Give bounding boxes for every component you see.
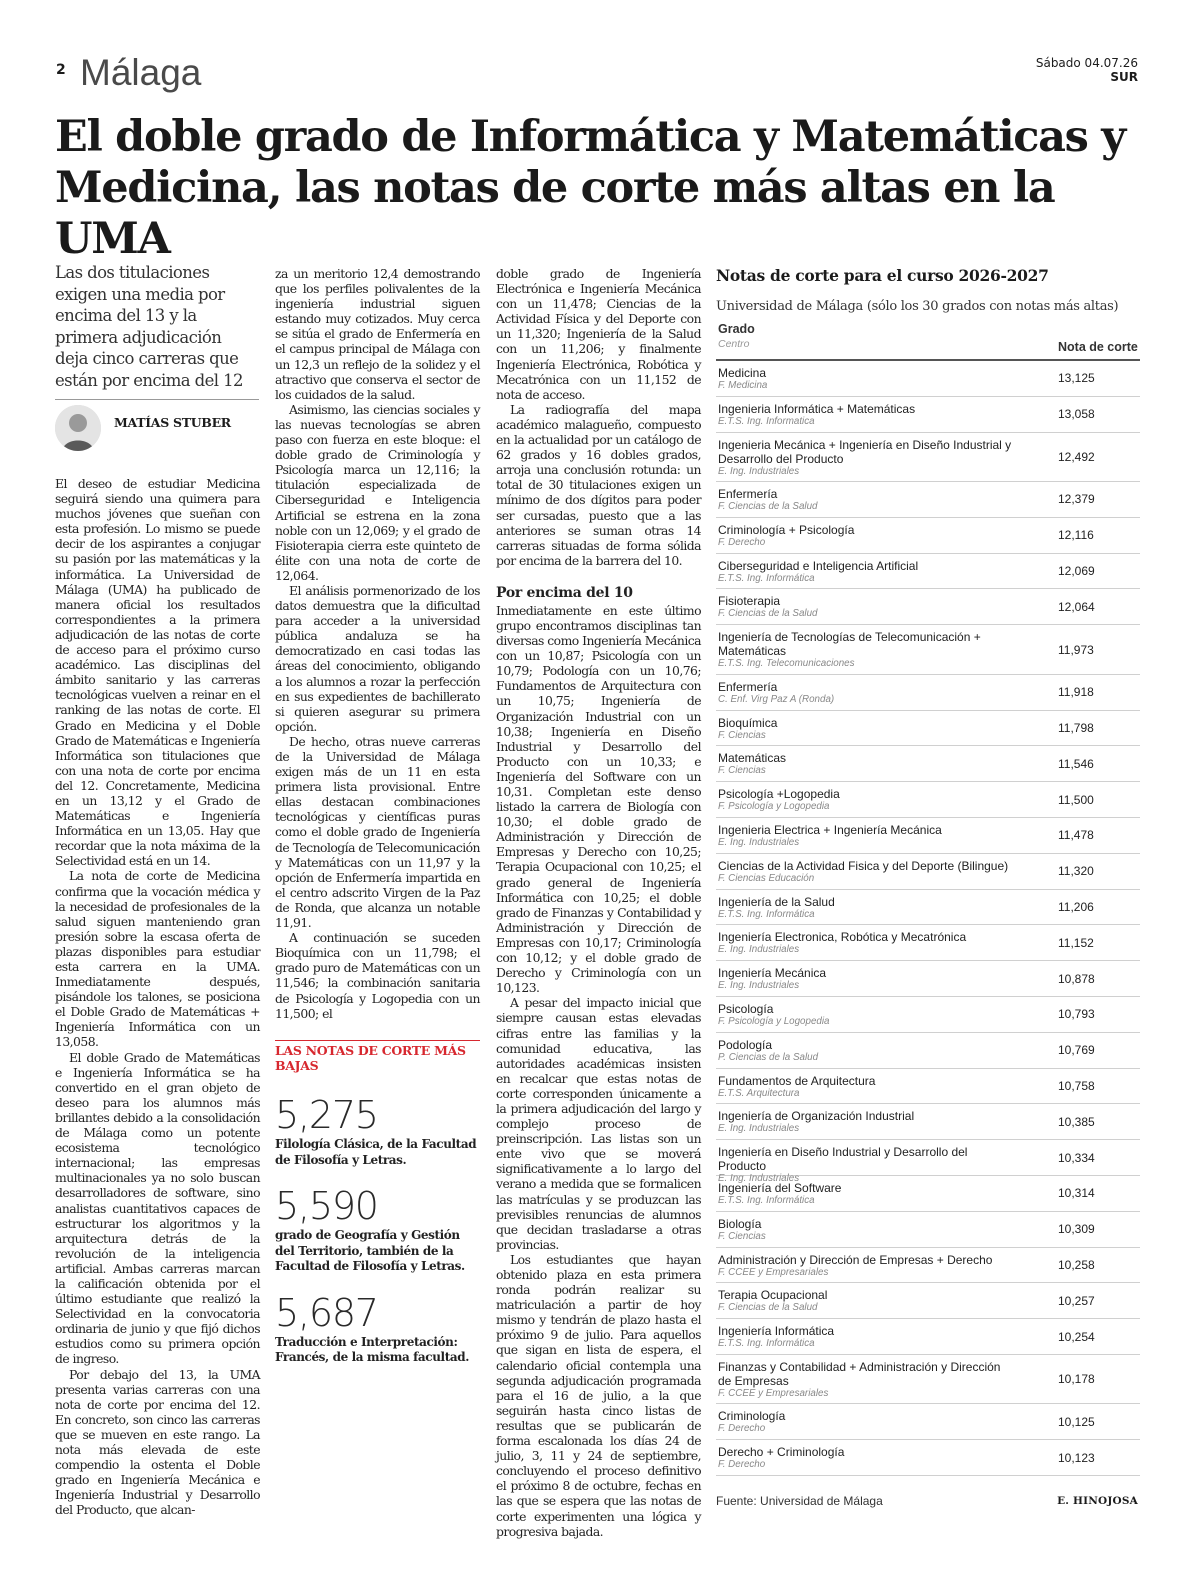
- issue-date: Sábado 04.07.26: [1035, 56, 1138, 70]
- table-body: [716, 361, 1140, 1476]
- cutoff-score: 12,116: [1058, 528, 1094, 543]
- cutoff-score: 10,309: [1058, 1222, 1095, 1237]
- lowest-item: [275, 1184, 480, 1275]
- article-column-2: [275, 266, 480, 1021]
- paragraph: za un meritorio 12,4 demostrando que los perfiles polivalentes de la ingeniería industrial siguen estando muy cotizados. Muy cerca se sitúa el grado de Enfermería en el campus principal de Málaga con un 12,3 un reflejo de la solidez y el atractivo que conserva el sector de los cuidados de la salud.: [275, 266, 480, 402]
- table-row: [716, 1140, 1140, 1185]
- graphic-credit: E. HINOJOSA: [1057, 1495, 1138, 1507]
- degree-cell: [718, 895, 1014, 920]
- center-name: F. Derecho: [718, 1459, 766, 1471]
- cutoff-score: 10,125: [1058, 1414, 1095, 1429]
- degree-name: Ingeniería de Tecnologías de Telecomunicación + Matemáticas: [718, 630, 981, 659]
- center-name: E. Ing. Industriales: [718, 980, 800, 992]
- lowest-description: Filología Clásica, de la Facultad de Filosofía y Letras.: [275, 1137, 477, 1167]
- degree-cell: [718, 751, 1014, 776]
- column-header-nota: Nota de corte: [1058, 340, 1138, 354]
- cutoff-score: 10,254: [1058, 1329, 1095, 1344]
- center-name: E. Ing. Industriales: [718, 1173, 800, 1185]
- degree-cell: [718, 366, 1014, 391]
- degree-name: Bioquímica: [718, 715, 778, 730]
- degree-cell: [718, 1324, 1014, 1349]
- cutoff-score: 11,206: [1058, 899, 1094, 914]
- cutoff-score: 10,178: [1058, 1372, 1095, 1387]
- degree-cell: [718, 523, 1014, 548]
- cutoff-score: 12,379: [1058, 492, 1095, 507]
- degree-name: Fisioterapia: [718, 594, 781, 609]
- degree-name: Enfermería: [718, 487, 778, 502]
- lowest-value: 5,687: [275, 1290, 378, 1335]
- author-byline: MATÍAS STUBER: [114, 415, 231, 430]
- author-avatar: [55, 405, 101, 451]
- cutoff-score: 10,878: [1058, 971, 1095, 986]
- table-row: [716, 1176, 1140, 1212]
- cutoff-score: 11,918: [1058, 685, 1094, 700]
- center-name: F. Medicina: [718, 380, 768, 391]
- degree-name: Matemáticas: [718, 751, 787, 766]
- degree-cell: [718, 823, 1014, 848]
- table-row: [716, 1104, 1140, 1140]
- table-row: [716, 746, 1140, 782]
- center-name: F. Ciencias: [718, 765, 766, 777]
- center-name: E.T.S. Ing. Informática: [718, 572, 815, 584]
- center-name: E. Ing. Industriales: [718, 944, 800, 956]
- degree-name: Fundamentos de Arquitectura: [718, 1073, 876, 1088]
- table-row: [716, 1283, 1140, 1319]
- table-title: Notas de corte para el curso 2026-2027: [716, 266, 1049, 285]
- degree-cell: [718, 1288, 1014, 1313]
- degree-cell: [718, 1445, 1014, 1470]
- paragraph: La nota de corte de Medicina confirma que la vocación médica y la necesidad de profesionales de la salud siguen manteniendo gran presión sobre la escasa oferta de plazas disponibles para estudiar esta carrera en la UMA. Inmediatamente después, pisándole los talones, se posiciona el Doble Grado de Matemáticas + Ingeniería Informática con un 13,058.: [55, 868, 260, 1050]
- table-row: [716, 518, 1140, 554]
- table-subtitle: Universidad de Málaga (sólo los 30 grados con notas más altas): [716, 299, 1119, 314]
- degree-cell: [718, 402, 1014, 427]
- cutoff-score: 10,769: [1058, 1043, 1095, 1058]
- degree-name: Biología: [718, 1216, 762, 1231]
- cutoff-table: [716, 266, 1140, 1476]
- degree-name: Ingeniería Informática: [718, 1324, 835, 1339]
- degree-name: Ingeniería Electronica, Robótica y Mecatrónica: [718, 930, 967, 945]
- degree-cell: [718, 559, 1014, 584]
- lowest-item: [275, 1093, 480, 1168]
- cutoff-score: 10,257: [1058, 1293, 1095, 1308]
- paragraph: A continuación se suceden Bioquímica con un 11,798; el grado puro de Matemáticas con un 11,546; la combinación sanitaria de Psicología y Logopedia con un 11,500; el: [275, 930, 480, 1021]
- degree-cell: [718, 680, 1014, 705]
- degree-name: Ingenieria Electrica + Ingeniería Mecánica: [718, 822, 942, 837]
- center-name: E.T.S. Ing. Telecomunicaciones: [718, 658, 855, 670]
- degree-cell: [718, 930, 1014, 955]
- degree-name: Ingeniería del Software: [718, 1180, 842, 1195]
- center-name: E. Ing. Industriales: [718, 1123, 800, 1135]
- degree-cell: [718, 438, 1014, 477]
- subhead: Las dos titulaciones exigen una media por encima del 13 y la primera adjudicación deja cinco carreras que están por encima del 12: [55, 263, 243, 390]
- center-name: E.T.S. Ing. Informática: [718, 1194, 815, 1206]
- cutoff-score: 10,258: [1058, 1257, 1095, 1272]
- table-row: [716, 1033, 1140, 1069]
- paragraph: La radiografía del mapa académico malagueño, compuesto en la actualidad por un catálogo de 62 grados y 16 dobles grados, arroja una conclusión rotunda: un total de 30 titulaciones exigen un mínimo de dos dígitos para poder ser cursadas, puesto que a las anteriores se suman otras 14 carreras situadas de forma sólida por encima de la barrera del 10.: [496, 401, 701, 568]
- table-row: [716, 625, 1140, 675]
- cutoff-score: 12,064: [1058, 599, 1095, 614]
- lowest-item: [275, 1291, 480, 1366]
- lowest-description: grado de Geografía y Gestión del Territorio, también de la Facultad de Filosofía y Letras.: [275, 1228, 465, 1273]
- cutoff-score: 11,973: [1058, 642, 1094, 657]
- table-row: [716, 589, 1140, 625]
- degree-name: Ingeniería en Diseño Industrial y Desarrollo del Producto: [718, 1145, 968, 1174]
- degree-name: Ingeniería de la Salud: [718, 894, 835, 909]
- degree-cell: [718, 1409, 1014, 1434]
- paragraph: Los estudiantes que hayan obtenido plaza en esta primera ronda podrán realizar su matriculación a partir de hoy mismo y tendrán de plazo hasta el próximo 9 de julio. Para aquellos que sigan en lista de espera, el calendario oficial contempla una segunda adjudicación programada para el 16 de julio, a la que seguirán hasta cinco listas de resultas que se publicarán de forma escalonada los días 24 de julio, 3, 11 y 24 de septiembre, concluyendo el proceso definitivo el próximo 8 de octubre, fechas en las que se espera que las notas de corte experimenten una lógica y progresiva bajada.: [496, 1251, 701, 1539]
- degree-cell: [718, 1253, 1014, 1278]
- lowest-value: 5,590: [275, 1184, 378, 1228]
- center-name: F. CCEE y Empresariales: [718, 1266, 829, 1278]
- divider: [55, 399, 259, 400]
- paragraph: A pesar del impacto inicial que siempre causan estas elevadas cifras entre las familias y la comunidad educativa, las autoridades académicas insisten en recalcar que estas notas de corte corresponden únicamente a la primera adjudicación del largo y complejo proceso de preinscripción. Las listas son un ente vivo que se moverá significativamente a lo largo del verano a medida que se formalicen las matrículas y se produzcan las previsibles renuncias de alumnos que decidan trasladarse a otras provincias.: [496, 995, 701, 1252]
- degree-name: Administración y Dirección de Empresas + Derecho: [718, 1252, 993, 1267]
- table-row: [716, 1404, 1140, 1440]
- article-column-3: [496, 266, 701, 1539]
- section-subheading: Por encima del 10: [496, 584, 633, 601]
- degree-cell: [718, 487, 1014, 512]
- cutoff-score: 13,058: [1058, 407, 1095, 422]
- degree-cell: [718, 1109, 1014, 1134]
- center-name: P. Ciencias de la Salud: [718, 1051, 819, 1063]
- degree-cell: [718, 1074, 1014, 1099]
- table-row: [716, 1248, 1140, 1284]
- article-column-1: [55, 476, 260, 1517]
- cutoff-score: 10,793: [1058, 1007, 1095, 1022]
- degree-name: Ingeniería de Organización Industrial: [718, 1109, 915, 1124]
- center-name: F. Derecho: [718, 1423, 766, 1435]
- center-name: E.T.S. Ing. Informática: [718, 1338, 815, 1350]
- degree-name: Ciberseguridad e Inteligencia Artificial: [718, 558, 919, 573]
- lowest-description: Traducción e Interpretación: Francés, de la misma facultad.: [275, 1334, 469, 1364]
- degree-name: Finanzas y Contabilidad + Administración y Dirección de Empresas: [718, 1359, 1001, 1388]
- degree-name: Medicina: [718, 366, 767, 380]
- table-row: [716, 961, 1140, 997]
- table-row: [716, 890, 1140, 926]
- table-row: [716, 361, 1140, 397]
- cutoff-score: 10,314: [1058, 1186, 1095, 1201]
- lowest-scores-box: [275, 1040, 480, 1366]
- table-row: [716, 818, 1140, 854]
- degree-name: Podología: [718, 1037, 773, 1052]
- table-header: [716, 320, 1140, 361]
- table-row: [716, 997, 1140, 1033]
- table-row: [716, 1319, 1140, 1355]
- paragraph: Inmediatamente en este último grupo encontramos disciplinas tan diversas como Ingeniería Mecánica con un 10,87; Psicología con un 10,79; Podología con un 10,76; Fundamentos de Arquitectura con un 10,75; Ingeniería de Organización Industrial con un 10,38; Ingeniería en Diseño Industrial y Desarrollo del Producto con un 10,33; e Ingeniería del Software con un 10,31. Completan este denso listado la carrera de Biología con 10,30; el doble grado de Administración y Dirección de Empresas y Derecho con 10,25; Terapia Ocupacional con 10,25; el grado general de Ingeniería Informática con 10,25; el doble grado de Finanzas y Contabilidad y Administración y Dirección de Empresas con 10,17; Criminología con 10,12; y el doble grado de Derecho y Criminología con un 10,123.: [496, 602, 701, 996]
- degree-name: Criminología + Psicología: [718, 522, 855, 537]
- cutoff-score: 11,500: [1058, 792, 1094, 807]
- section-title: Málaga: [80, 52, 202, 93]
- degree-name: Ingenieria Informática + Matemáticas: [718, 401, 916, 416]
- degree-cell: [718, 594, 1014, 619]
- paragraph: El análisis pormenorizado de los datos demuestra que la dificultad para acceder a la universidad pública andaluza se ha democratizado en casi todas las áreas del conocimiento, obligando a los alumnos a rozar la perfección en sus expedientes de bachillerato si quieren asegurar su primera opción.: [275, 582, 480, 734]
- degree-name: Terapia Ocupacional: [718, 1288, 828, 1303]
- center-name: F. Ciencias de la Salud: [718, 608, 818, 620]
- center-name: F. Derecho: [718, 536, 766, 548]
- degree-cell: [718, 859, 1014, 884]
- degree-cell: [718, 630, 1014, 669]
- cutoff-score: 11,798: [1058, 720, 1094, 735]
- degree-name: Psicología: [718, 1001, 774, 1016]
- center-name: F. Ciencias de la Salud: [718, 501, 818, 513]
- degree-name: Psicología +Logopedia: [718, 787, 840, 802]
- paragraph: Asimismo, las ciencias sociales y las nuevas tecnologías se abren paso con fuerza en este bloque: el doble grado de Criminología y Psicología marca un 12,116; la titulación especializada de Ciberseguridad e Inteligencia Artificial se estrena en la zona noble con un 12,069; y el grado de Fisioterapia cierra este quinteto de élite con una nota de corte de 12,064.: [275, 401, 480, 583]
- degree-cell: [718, 787, 1014, 812]
- table-row: [716, 1355, 1140, 1405]
- degree-name: Ingenieria Mecánica + Ingeniería en Diseño Industrial y Desarrollo del Producto: [718, 437, 1012, 466]
- center-name: F. Psicología y Logopedia: [718, 1015, 830, 1027]
- masthead: [1036, 56, 1138, 84]
- cutoff-score: 10,334: [1058, 1150, 1095, 1165]
- publication-name: SUR: [1110, 70, 1138, 84]
- degree-name: Ciencias de la Actividad Fisica y del Deporte (Bilingue): [718, 858, 1009, 873]
- cutoff-score: 10,123: [1058, 1450, 1095, 1465]
- degree-cell: [718, 1038, 1014, 1063]
- cutoff-score: 11,320: [1058, 864, 1094, 879]
- degree-cell: [718, 1002, 1014, 1027]
- column-header-centro: Centro: [718, 338, 750, 350]
- cutoff-score: 11,152: [1058, 935, 1094, 950]
- table-row: [716, 925, 1140, 961]
- lowest-value: 5,275: [275, 1093, 378, 1137]
- headline: El doble grado de Informática y Matemáticas y Medicina, las notas de corte más altas en la UMA: [55, 112, 1125, 264]
- center-name: E.T.S. Ing. Informática: [718, 908, 815, 920]
- page-number: 2: [56, 62, 66, 78]
- table-row: [716, 1440, 1140, 1476]
- center-name: F. Ciencias Educación: [718, 872, 815, 884]
- table-row: [716, 482, 1140, 518]
- degree-cell: [718, 1181, 1014, 1206]
- cutoff-score: 12,492: [1058, 449, 1095, 464]
- table-row: [716, 433, 1140, 483]
- center-name: E. Ing. Industriales: [718, 836, 800, 848]
- table-row: [716, 1212, 1140, 1248]
- lowest-scores-title: LAS NOTAS DE CORTE MÁS BAJAS: [275, 1040, 480, 1073]
- table-row: [716, 554, 1140, 590]
- degree-name: Ingeniería Mecánica: [718, 966, 827, 981]
- paragraph: El doble Grado de Matemáticas e Ingeniería Informática se ha convertido en el gran objeto de deseo para los alumnos más brillantes debido a la consolidación de Málaga como un potente ecosistema tecnológico internacional; las empresas multinacionales ya no solo buscan desarrolladores de software, sino analistas cuantitativos capaces de estructurar los algoritmos y la arquitectura detrás de la revolución de la inteligencia artificial. Ambas carreras marcan la calificación obtenida por el último estudiante que realizó la Selectividad en la convocatoria ordinaria de junio y que fijó dichos estudios como su primera opción de ingreso.: [55, 1049, 260, 1367]
- center-name: F. CCEE y Empresariales: [718, 1387, 829, 1399]
- center-name: E. Ing. Industriales: [718, 465, 800, 477]
- table-source: Fuente: Universidad de Málaga: [716, 1494, 883, 1508]
- paragraph: El deseo de estudiar Medicina seguirá siendo una quimera para muchos jóvenes que sueñan con esta profesión. Lo mismo se puede decir de los aspirantes a conjugar su pasión por las matemáticas y la informática. La Universidad de Málaga (UMA) ha publicado de manera oficial los resultados correspondientes a la primera adjudicación de las notas de corte de acceso para el próximo curso académico. Las disciplinas del ámbito sanitario y las carreras tecnológicas vuelven a reinar en el ranking de las notas de corte. El Grado en Medicina y el Doble Grado de Matemáticas e Ingeniería Informática son titulaciones que con una nota de corte por encima del 12. Concretamente, Medicina en un 13,12 y el Grado de Matemáticas e Ingeniería Informática en un 13,05. Hay que recordar que la nota máxima de la Selectividad está en un 14.: [55, 476, 260, 869]
- center-name: E.T.S. Arquitectura: [718, 1087, 800, 1099]
- cutoff-score: 12,069: [1058, 564, 1095, 579]
- degree-name: Criminología: [718, 1409, 786, 1424]
- center-name: F. Psicología y Logopedia: [718, 801, 830, 813]
- center-name: F. Ciencias de la Salud: [718, 1302, 818, 1314]
- table-row: [716, 711, 1140, 747]
- paragraph: De hecho, otras nueve carreras de la Universidad de Málaga exigen más de un 11 en esta primera lista provisional. Entre ellas destacan combinaciones tecnológicas y científicas puras como el doble grado de Ingeniería de Tecnología de Telecomunicación y Matemáticas con un 11,97 y la opción de Enfermería impartida en el centro adscrito Virgen de la Paz de Ronda, que alcanza un notable 11,91.: [275, 733, 480, 931]
- table-row: [716, 675, 1140, 711]
- center-name: F. Ciencias: [718, 729, 766, 741]
- degree-cell: [718, 1360, 1014, 1399]
- table-row: [716, 782, 1140, 818]
- cutoff-score: 10,758: [1058, 1078, 1095, 1093]
- center-name: C. Enf. Virg Paz A (Ronda): [718, 693, 835, 705]
- table-row: [716, 397, 1140, 433]
- table-row: [716, 1069, 1140, 1105]
- cutoff-score: 11,546: [1058, 756, 1094, 771]
- table-row: [716, 854, 1140, 890]
- center-name: E.T.S. Ing. Informatica: [718, 415, 815, 427]
- cutoff-score: 10,385: [1058, 1114, 1095, 1129]
- degree-cell: [718, 716, 1014, 741]
- cutoff-score: 11,478: [1058, 828, 1094, 843]
- degree-cell: [718, 966, 1014, 991]
- paragraph: Por debajo del 13, la UMA presenta varias carreras con una nota de corte por encima del 12. En concreto, son cinco las carreras que se mueven en este rango. La nota más elevada de este compendio la ostenta el Doble grado en Ingeniería Mecánica e Ingeniería Industrial y Desarrollo del Producto, que alcan-: [55, 1366, 260, 1518]
- degree-name: Enfermería: [718, 679, 778, 694]
- degree-name: Derecho + Criminología: [718, 1445, 845, 1460]
- paragraph: doble grado de Ingeniería Electrónica e Ingeniería Mecánica con un 11,478; Ciencias de la Actividad Física y del Deporte con un 11,320; Ingeniería de la Salud con un 11,206; y finalmente Ingeniería Electrónica, Robótica y Mecatrónica con un 11,152 de nota de acceso.: [496, 266, 701, 402]
- center-name: F. Ciencias: [718, 1230, 766, 1242]
- degree-cell: [718, 1217, 1014, 1242]
- cutoff-score: 13,125: [1058, 371, 1095, 386]
- column-header-grado: Grado: [718, 322, 755, 336]
